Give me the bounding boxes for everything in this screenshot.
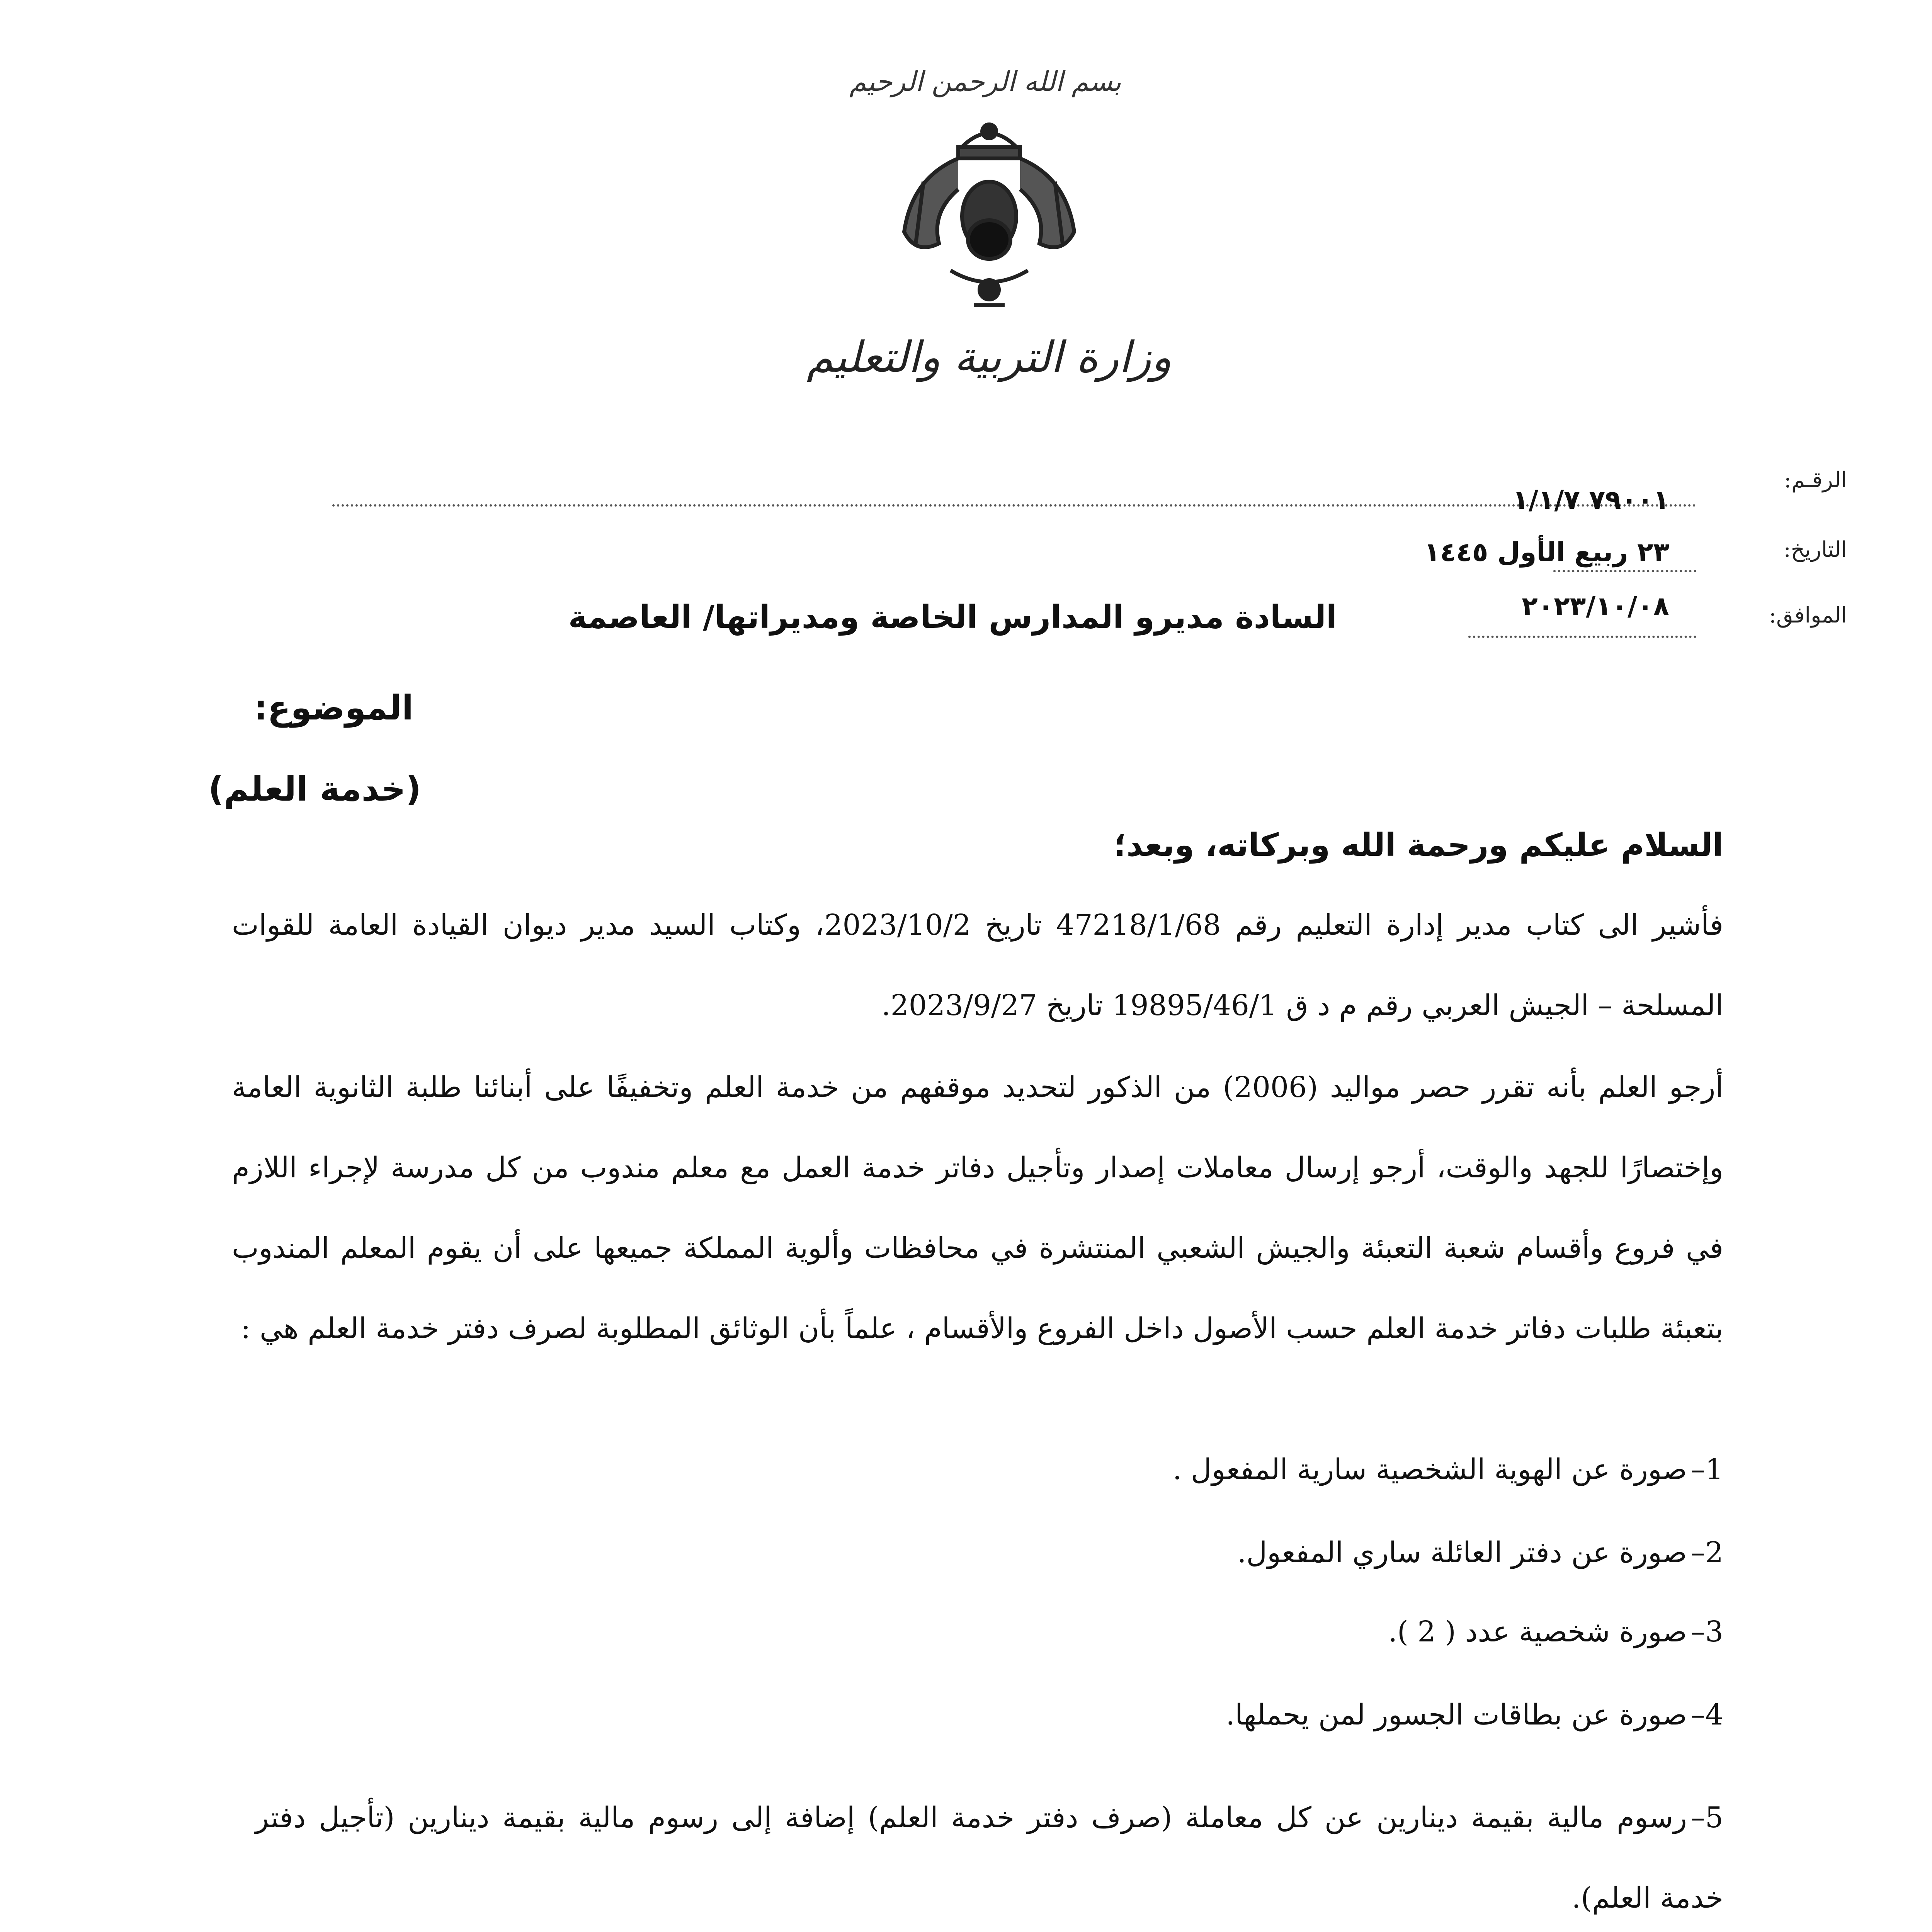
reference-number-label: الرقـم: xyxy=(1784,468,1847,493)
reference-number-dots xyxy=(332,504,1696,507)
basmala: بسم الله الرحمن الرحيم xyxy=(849,66,1121,97)
reference-date-label: التاريخ: xyxy=(1783,537,1847,562)
list-item-number: 4– xyxy=(1690,1698,1723,1731)
list-item-number: 5– xyxy=(1690,1801,1723,1834)
body-paragraph-2: أرجو العلم بأنه تقرر حصر مواليد (2006) من الذكور لتحديد موقفهم من خدمة العلم وتخفيفًا على أبنائنا طلبة الثانوية العامة وإختصارًا للجهد والوقت، أرجو إرسال معاملات إصدار وتأجيل دفاتر خدمة العمل مع معلم مندوب من كل مدرسة لإجراء اللازم في فروع وأقسام شعبة التعبئة والجيش الشعبي المنتشرة في محافظات وألوية المملكة جميعها على أن يقوم المعلم المندوب بتعبئة طلبات دفاتر خدمة العلم حسب الأصول داخل الفروع والأقسام ، علماً بأن الوثائق المطلوبة لصرف دفتر خدمة العلم هي : xyxy=(232,1071,1723,1345)
jordan-coat-of-arms-icon xyxy=(881,116,1097,317)
list-item xyxy=(1226,1698,1723,1731)
reference-gregorian-label: الموافق: xyxy=(1769,603,1847,628)
list-item xyxy=(255,1777,1723,1932)
reference-date-value: ٢٣ ربيع الأول ١٤٤٥ xyxy=(1424,537,1669,568)
reference-number-value: ٧٩٠٠١ ١/١/٧ xyxy=(1512,485,1669,515)
reference-gregorian-value: ٢٠٢٣/١٠/٠٨ xyxy=(1522,591,1669,622)
list-item-number: 2– xyxy=(1690,1536,1723,1569)
recipients: السادة مديرو المدارس الخاصة ومديراتها/ العاصمة xyxy=(568,599,1337,636)
list-item-text: صورة شخصية عدد ( 2 ). xyxy=(1388,1615,1687,1648)
reference-gregorian-dots xyxy=(1468,636,1696,638)
list-item-text: صورة عن دفتر العائلة ساري المفعول. xyxy=(1237,1536,1687,1569)
list-item xyxy=(1237,1536,1723,1569)
greeting: السلام عليكم ورحمة الله وبركاته، وبعد؛ xyxy=(1114,827,1723,864)
ministry-name: وزارة التربية والتعليم xyxy=(806,332,1172,382)
subject-value: (خدمة العلم) xyxy=(208,769,421,809)
list-item-number: 1– xyxy=(1690,1453,1723,1486)
subject-label: الموضوع: xyxy=(254,688,413,728)
list-item-text: رسوم مالية بقيمة دينارين عن كل معاملة (صرف دفتر خدمة العلم) إضافة إلى رسوم مالية بقيمة دينارين (تأجيل دفتر خدمة العلم). xyxy=(255,1801,1723,1915)
list-item-text: صورة عن بطاقات الجسور لمن يحملها. xyxy=(1226,1698,1687,1731)
list-item xyxy=(1173,1453,1723,1486)
list-item xyxy=(1388,1615,1723,1648)
body-paragraph-1: فأشير الى كتاب مدير إدارة التعليم رقم 47218/1/68 تاريخ 2023/10/2، وكتاب السيد مدير ديوان القيادة العامة للقوات المسلحة – الجيش العربي رقم م د ق 19895/46/1 تاريخ 2023/9/27. xyxy=(232,908,1723,1022)
list-item-text: صورة عن الهوية الشخصية سارية المفعول . xyxy=(1172,1453,1687,1486)
reference-date-dots xyxy=(1553,570,1696,572)
list-item-number: 3– xyxy=(1690,1615,1723,1648)
